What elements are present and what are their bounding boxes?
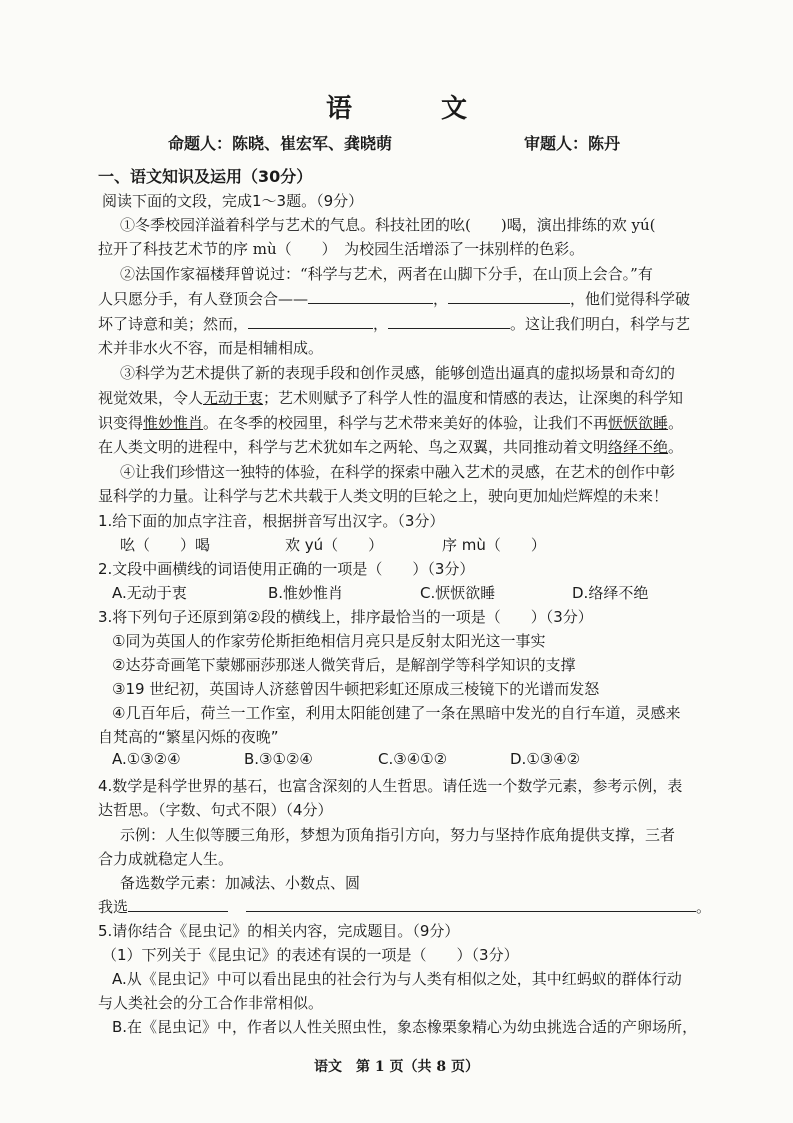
p2-line2 xyxy=(98,288,690,309)
q5-stem: 5.请你结合《昆虫记》的相关内容，完成题目。（9分） xyxy=(98,922,460,940)
underlined-phrase-c: 恹恹欲睡 xyxy=(608,414,669,432)
p3-line4-a: 在人类文明的进程中，科学与艺术犹如车之两轮、鸟之双翼，共同推动着文明 xyxy=(98,438,609,456)
page-footer: 语文 第 1 页（共 8 页） xyxy=(314,1059,479,1075)
p3-line3 xyxy=(98,412,683,433)
p2-line3-c: 。这让我们明白，科学与艺 xyxy=(510,315,691,333)
q5-option-b[interactable]: B.在《昆虫记》中，作者以人性关照虫性，象态橡栗象精心为幼虫挑选合适的产卵场所， xyxy=(112,1018,698,1036)
fill-blank-2[interactable] xyxy=(448,288,570,304)
underlined-phrase-d: 络绎不绝 xyxy=(608,438,669,456)
p3-line2 xyxy=(98,387,683,408)
q4-stem-1: 4.数学是科学世界的基石，也富含深刻的人生哲思。请任选一个数学元素，参考示例，表 xyxy=(98,777,683,795)
q3-option-a[interactable]: A.①③②④ xyxy=(112,750,181,768)
p2-line4: 术并非水火不容，而是相辅相成。 xyxy=(98,339,324,357)
authors: 命题人：陈晓、崔宏军、龚晓萌 xyxy=(168,134,393,153)
period: 。 xyxy=(668,414,684,432)
fill-blank-3[interactable] xyxy=(248,313,373,329)
q2-option-b[interactable]: B.惟妙惟肖 xyxy=(268,584,344,602)
p3-line1: ③科学为艺术提供了新的表现手段和创作灵感，能够创造出逼真的虚拟场景和奇幻的 xyxy=(120,364,676,382)
q3-option-d[interactable]: D.①③④② xyxy=(510,750,581,768)
q4-stem-2: 达哲思。（字数、句式不限）（4分） xyxy=(98,801,333,819)
q5-sub1: （1）下列关于《昆虫记》的表述有误的一项是（ ）（3分） xyxy=(102,946,519,964)
p4-line1: ④让我们珍惜这一独特的体验，在科学的探索中融入艺术的灵感，在艺术的创作中彰 xyxy=(120,463,676,481)
q1-item-1[interactable]: 吆（ ）喝 xyxy=(120,536,211,554)
q1-item-2[interactable]: 欢 yú（ ） xyxy=(285,536,384,554)
q4-element-blank[interactable] xyxy=(128,896,228,912)
p1-line2: 拉开了科技艺术节的序 mù（ ） 为校园生活增添了一抹别样的色彩。 xyxy=(98,240,585,258)
q1-stem: 1.给下面的加点字注音，根据拼音写出汉字。（3分） xyxy=(98,512,445,530)
q2-stem: 2.文段中画横线的词语使用正确的一项是（ ）（3分） xyxy=(98,560,475,578)
q4-elements: 备选数学元素：加减法、小数点、圆 xyxy=(120,874,361,892)
q3-sentence-4: ④几百年后，荷兰一工作室，利用太阳能创建了一条在黑暗中发光的自行车道，灵感来 xyxy=(112,704,681,722)
q2-option-d[interactable]: D.络绎不绝 xyxy=(572,584,649,602)
underlined-phrase-a: 无动于衷 xyxy=(203,389,264,407)
period: 。 xyxy=(668,438,684,456)
page-title: 语 文 xyxy=(325,94,508,124)
p3-line3-b: 。在冬季的校园里，科学与艺术带来美好的体验，让我们不再 xyxy=(203,414,609,432)
fill-blank-1[interactable] xyxy=(308,288,433,304)
reviewer: 审题人：陈丹 xyxy=(524,134,621,153)
passage-intro: 阅读下面的文段，完成1～3题。（9分） xyxy=(102,192,364,210)
p2-line1: ②法国作家福楼拜曾说过：“科学与艺术，两者在山脚下分手，在山顶上会合。”有 xyxy=(120,265,653,283)
underlined-phrase-b: 惟妙惟肖 xyxy=(143,414,204,432)
q5-option-a-2: 与人类社会的分工合作非常相似。 xyxy=(98,994,324,1012)
p3-line2-a: 视觉效果，令人 xyxy=(98,389,204,407)
q3-stem: 3.将下列句子还原到第②段的横线上，排序最恰当的一项是（ ）（3分） xyxy=(98,608,593,626)
period: 。 xyxy=(696,898,712,916)
fill-blank-4[interactable] xyxy=(388,313,510,329)
q3-option-c[interactable]: C.③④①② xyxy=(378,750,448,768)
q2-option-c[interactable]: C.恹恹欲睡 xyxy=(420,584,496,602)
q3-sentence-4-cont: 自梵高的“繁星闪烁的夜晚” xyxy=(98,728,279,746)
p4-line2: 显科学的力量。让科学与艺术共载于人类文明的巨轮之上，驶向更加灿烂辉煌的未来！ xyxy=(98,487,669,505)
p3-line3-a: 识变得 xyxy=(98,414,144,432)
p2-line3-a: 坏了诗意和美；然而， xyxy=(98,315,249,333)
p3-line2-b: ；艺术则赋予了科学人性的温度和情感的表达，让深奥的科学知 xyxy=(263,389,684,407)
q4-answer-line xyxy=(98,896,711,917)
q5-option-a-1[interactable]: A.从《昆虫记》中可以看出昆虫的社会行为与人类有相似之处，其中红蚂蚁的群体行动 xyxy=(112,970,682,988)
q4-answer-blank[interactable] xyxy=(246,896,696,912)
p2-line2-a: 人只愿分手，有人登顶会合—— xyxy=(98,290,309,308)
q4-example-2: 合力成就稳定人生。 xyxy=(98,850,234,868)
q4-example-1: 示例：人生似等腰三角形，梦想为顶角指引方向，努力与坚持作底角提供支撑，三者 xyxy=(120,826,676,844)
q3-sentence-1: ①同为英国人的作家劳伦斯拒绝相信月亮只是反射太阳光这一事实 xyxy=(112,632,546,650)
comma: ， xyxy=(373,315,389,333)
q4-answer-prefix: 我选 xyxy=(98,898,129,916)
comma: ， xyxy=(433,290,449,308)
p3-line4 xyxy=(98,436,683,457)
p1-line1: ①冬季校园洋溢着科学与艺术的气息。科技社团的吆( )喝，演出排练的欢 yú( xyxy=(120,216,656,234)
q3-option-b[interactable]: B.③①②④ xyxy=(244,750,313,768)
q3-sentence-2: ②达芬奇画笔下蒙娜丽莎那迷人微笑背后，是解剖学等科学知识的支撑 xyxy=(112,656,576,674)
q2-option-a[interactable]: A.无动于衷 xyxy=(112,584,187,602)
section-heading: 一、语文知识及运用（30分） xyxy=(98,167,313,186)
p2-line2-c: ，他们觉得科学破 xyxy=(570,290,691,308)
p2-line3 xyxy=(98,313,690,334)
q3-sentence-3: ③19 世纪初，英国诗人济慈曾因牛顿把彩虹还原成三棱镜下的光谱而发怒 xyxy=(112,680,600,698)
q1-item-3[interactable]: 序 mù（ ） xyxy=(442,536,546,554)
